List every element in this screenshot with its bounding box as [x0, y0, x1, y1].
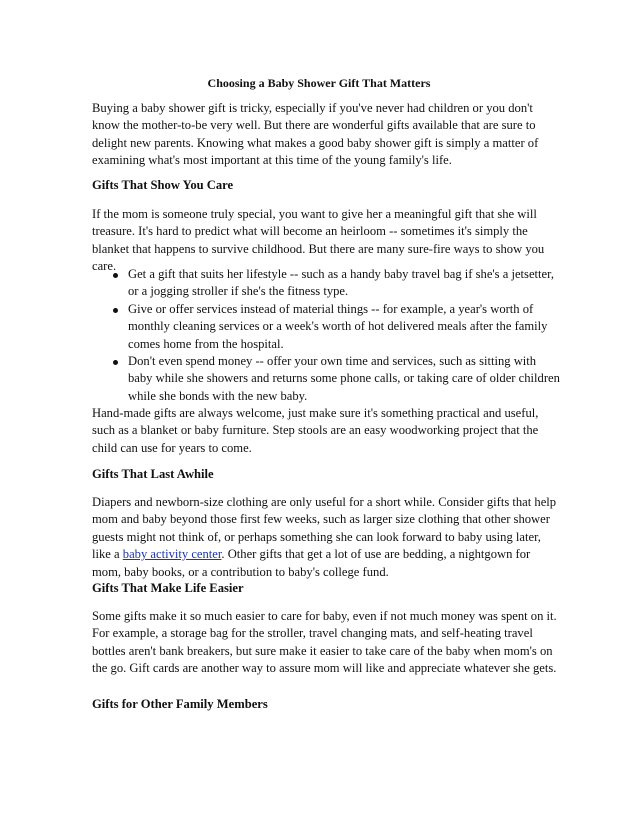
handmade-paragraph: Hand-made gifts are always welcome, just make sure it's something practical and useful, such as a blanket or baby furniture. Step stools are an easy woodworking project that the child can use for years to come. — [92, 406, 539, 455]
life-easier-paragraph: Some gifts make it so much easier to care for baby, even if not much money was spent on it. For example, a storage bag for the stroller, travel changing mats, and self-heating travel bottles aren't bank breakers, but sure make it easier to take care of the baby when mom's on the go. Gift cards are another way to assure mom will like and appreciate whatever she gets. — [92, 609, 557, 676]
list-item — [92, 353, 562, 405]
list-item — [92, 266, 562, 301]
section-heading-last-awhile: Gifts That Last Awhile — [92, 467, 214, 481]
bullet-icon — [113, 360, 118, 365]
care-paragraph: If the mom is someone truly special, you want to give her a meaningful gift that she will treasure. It's hard to predict what will become an heirloom -- sometimes it's simply the blanket that happens to survive childhood. But there are many sure-fire ways to show you care. — [92, 207, 545, 274]
care-bullet-list — [92, 266, 562, 405]
bullet-icon — [113, 308, 118, 313]
bullet-text: Give or offer services instead of material things -- for example, a year's worth of monthly cleaning services or a week's worth of hot delivered meals after the family comes home from the hospital. — [128, 301, 548, 351]
document-title: Choosing a Baby Shower Gift That Matters — [207, 76, 431, 90]
section-heading-family-members: Gifts for Other Family Members — [92, 697, 268, 711]
section-heading-show-you-care: Gifts That Show You Care — [92, 178, 234, 192]
section-heading-life-easier: Gifts That Make Life Easier — [92, 581, 244, 595]
baby-activity-center-link[interactable]: baby activity center — [122, 547, 222, 562]
last-awhile-text-end: . Other gifts that get a lot of use are bedding, a nightgown for mom, baby books, or a contribution to baby's college fund. — [92, 547, 531, 579]
bullet-icon — [113, 273, 118, 278]
bullet-text: Don't even spend money -- offer your own time and services, such as sitting with baby while she showers and returns some phone calls, or taking care of older children while she bonds with the new baby. — [128, 354, 560, 403]
last-awhile-paragraph — [92, 494, 562, 581]
last-awhile-text-start: Diapers and newborn-size clothing are only useful for a short while. Consider gifts that help mom and baby beyond those first few weeks, such as larger size clothing that other shower guests might not think of, or perhaps something she can look forward to baby using later, like a — [92, 495, 557, 562]
bullet-text: Get a gift that suits her lifestyle -- such as a handy baby travel bag if she's a jetsetter, or a jogging stroller if she's the fitness type. — [128, 267, 554, 299]
list-item — [92, 301, 562, 353]
intro-paragraph: Buying a baby shower gift is tricky, especially if you've never had children or you don't know the mother-to-be very well. But there are wonderful gifts available that are sure to delight new parents. Knowing what makes a good baby shower gift is simply a matter of examining what's most important at this time of the young family's life. — [92, 101, 539, 168]
